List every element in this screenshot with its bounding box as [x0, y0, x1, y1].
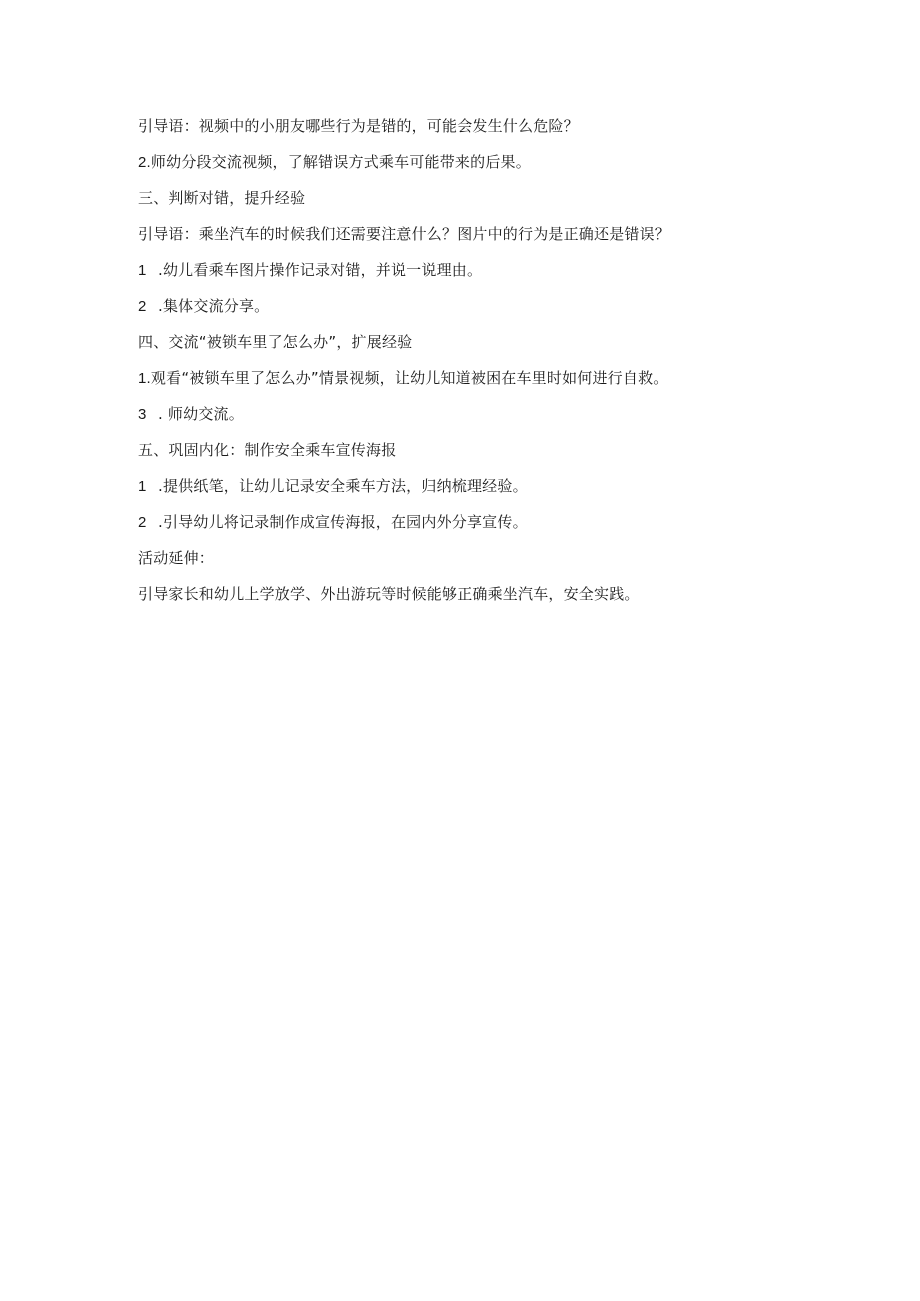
line-text: 引导语：乘坐汽车的时候我们还需要注意什么？图片中的行为是正确还是错误？	[138, 225, 671, 243]
list-item	[138, 296, 818, 316]
line-text: 四、交流“被锁车里了怎么办”，扩展经验	[138, 333, 413, 351]
item-number: 1	[138, 262, 147, 279]
line-text: . 师幼交流。	[158, 405, 244, 423]
line-text: .幼儿看乘车图片操作记录对错，并说一说理由。	[158, 261, 483, 279]
item-number: 3	[138, 406, 147, 423]
list-item	[138, 368, 818, 388]
line-text: 三、判断对错，提升经验	[138, 189, 306, 207]
list-item	[138, 152, 818, 172]
line-text: 引导家长和幼儿上学放学、外出游玩等时候能够正确乘坐汽车，安全实践。	[138, 585, 640, 603]
list-item	[138, 260, 818, 280]
item-number: 2	[138, 298, 147, 315]
line-text: .引导幼儿将记录制作成宣传海报，在园内外分享宣传。	[158, 513, 528, 531]
item-number: 2	[138, 514, 147, 531]
item-number: 2.	[138, 154, 151, 171]
section-heading	[138, 440, 818, 460]
line-text: 五、巩固内化：制作安全乘车宣传海报	[138, 441, 397, 459]
document-body	[138, 116, 818, 620]
line-text: .提供纸笔，让幼儿记录安全乘车方法，归纳梳理经验。	[158, 477, 528, 495]
guide-question-line	[138, 116, 818, 136]
line-text: .集体交流分享。	[158, 297, 270, 315]
line-text: 引导语：视频中的小朋友哪些行为是错的，可能会发生什么危险？	[138, 117, 579, 135]
guide-question-line	[138, 224, 818, 244]
section-heading	[138, 332, 818, 352]
list-item	[138, 512, 818, 532]
line-text: 师幼分段交流视频，了解错误方式乘车可能带来的后果。	[150, 153, 531, 171]
line-text: 观看“被锁车里了怎么办”情景视频，让幼儿知道被困在车里时如何进行自救。	[150, 369, 669, 387]
section-heading	[138, 188, 818, 208]
list-item	[138, 476, 818, 496]
section-heading	[138, 548, 818, 568]
line-text: 活动延伸：	[138, 549, 215, 567]
list-item	[138, 404, 818, 424]
item-number: 1	[138, 478, 147, 495]
item-number: 1.	[138, 370, 151, 387]
paragraph-line	[138, 584, 818, 604]
